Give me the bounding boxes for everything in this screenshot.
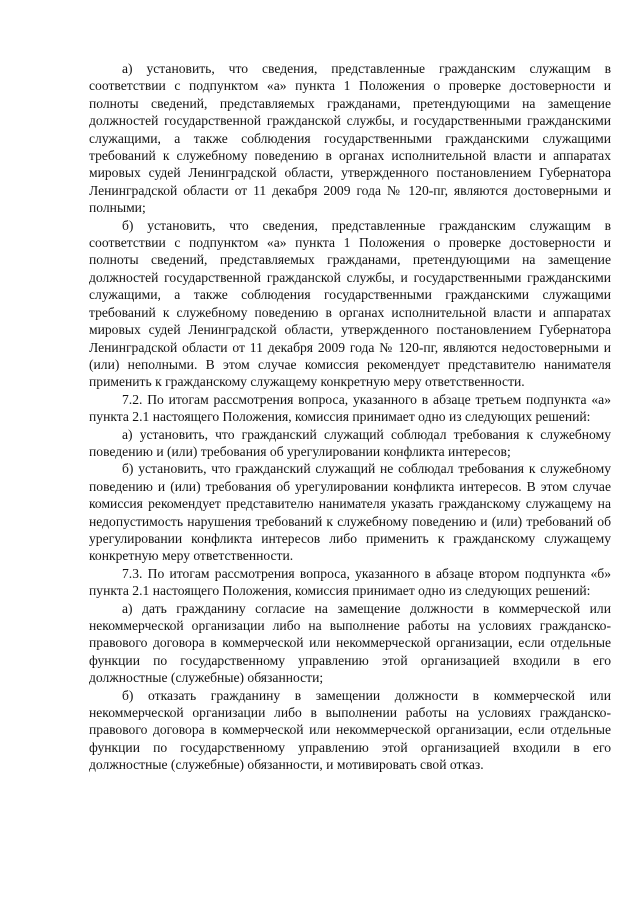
paragraph-7-3-b: б) отказать гражданину в замещении должности в коммерческой или некоммерческой организации либо в выполнении работы на условиях гражданско-правового договора в коммерческой или некоммерческой организации, если отдельные функции по государственному управлению этой организацией входили в его должностные (служебные) обязанности, и мотивировать свой отказ. — [89, 687, 611, 773]
paragraph-7-2-intro: 7.2. По итогам рассмотрения вопроса, указанного в абзаце третьем подпункта «а» пункта 2.1 настоящего Положения, комиссия принимает одно из следующих решений: — [89, 391, 611, 425]
document-page — [89, 60, 611, 774]
paragraph-7-2-b: б) установить, что гражданский служащий не соблюдал требования к служебному поведению и (или) требования об урегулировании конфликта интересов. В этом случае комиссия рекомендует представителю нанимателя указать гражданскому служащему на недопустимость нарушения требований к служебному поведению и (или) требований об урегулировании конфликта интересов либо применить к гражданскому служащему конкретную меру ответственности. — [89, 461, 611, 564]
paragraph-7-1-b: б) установить, что сведения, представленные гражданским служащим в соответствии с подпунктом «а» пункта 1 Положения о проверке достоверности и полноты сведений, представляемых гражданами, претендующими на замещение должностей государственной гражданской службы, и государственными гражданскими служащими, а также соблюдения государственными гражданскими служащими требований к служебному поведению в органах исполнительной власти и аппаратах мировых судей Ленинградской области, утвержденного постановлением Губернатора Ленинградской области от 11 декабря 2009 года № 120-пг, являются недостоверными и (или) неполными. В этом случае комиссия рекомендует представителю нанимателя применить к гражданскому служащему конкретную меру ответственности. — [89, 217, 611, 390]
paragraph-7-1-a: а) установить, что сведения, представленные гражданским служащим в соответствии с подпунктом «а» пункта 1 Положения о проверке достоверности и полноты сведений, представляемых гражданами, претендующими на замещение должностей государственной гражданской службы, и государственными гражданскими служащими, а также соблюдения государственными гражданскими служащими требований к служебному поведению в органах исполнительной власти и аппаратах мировых судей Ленинградской области, утвержденного постановлением Губернатора Ленинградской области от 11 декабря 2009 года № 120-пг, являются достоверными и полными; — [89, 61, 611, 216]
paragraph-7-2-a: а) установить, что гражданский служащий соблюдал требования к служебному поведению и (или) требования об урегулировании конфликта интересов; — [89, 426, 611, 459]
paragraph-7-3-a: а) дать гражданину согласие на замещение должности в коммерческой или некоммерческой организации либо на выполнение работы на условиях гражданско-правового договора в коммерческой или некоммерческой организации, если отдельные функции по государственному управлению этой организацией входили в его должностные (служебные) обязанности; — [89, 600, 611, 686]
paragraph-7-3-intro: 7.3. По итогам рассмотрения вопроса, указанного в абзаце втором подпункта «б» пункта 2.1 настоящего Положения, комиссия принимает одно из следующих решений: — [89, 565, 611, 599]
